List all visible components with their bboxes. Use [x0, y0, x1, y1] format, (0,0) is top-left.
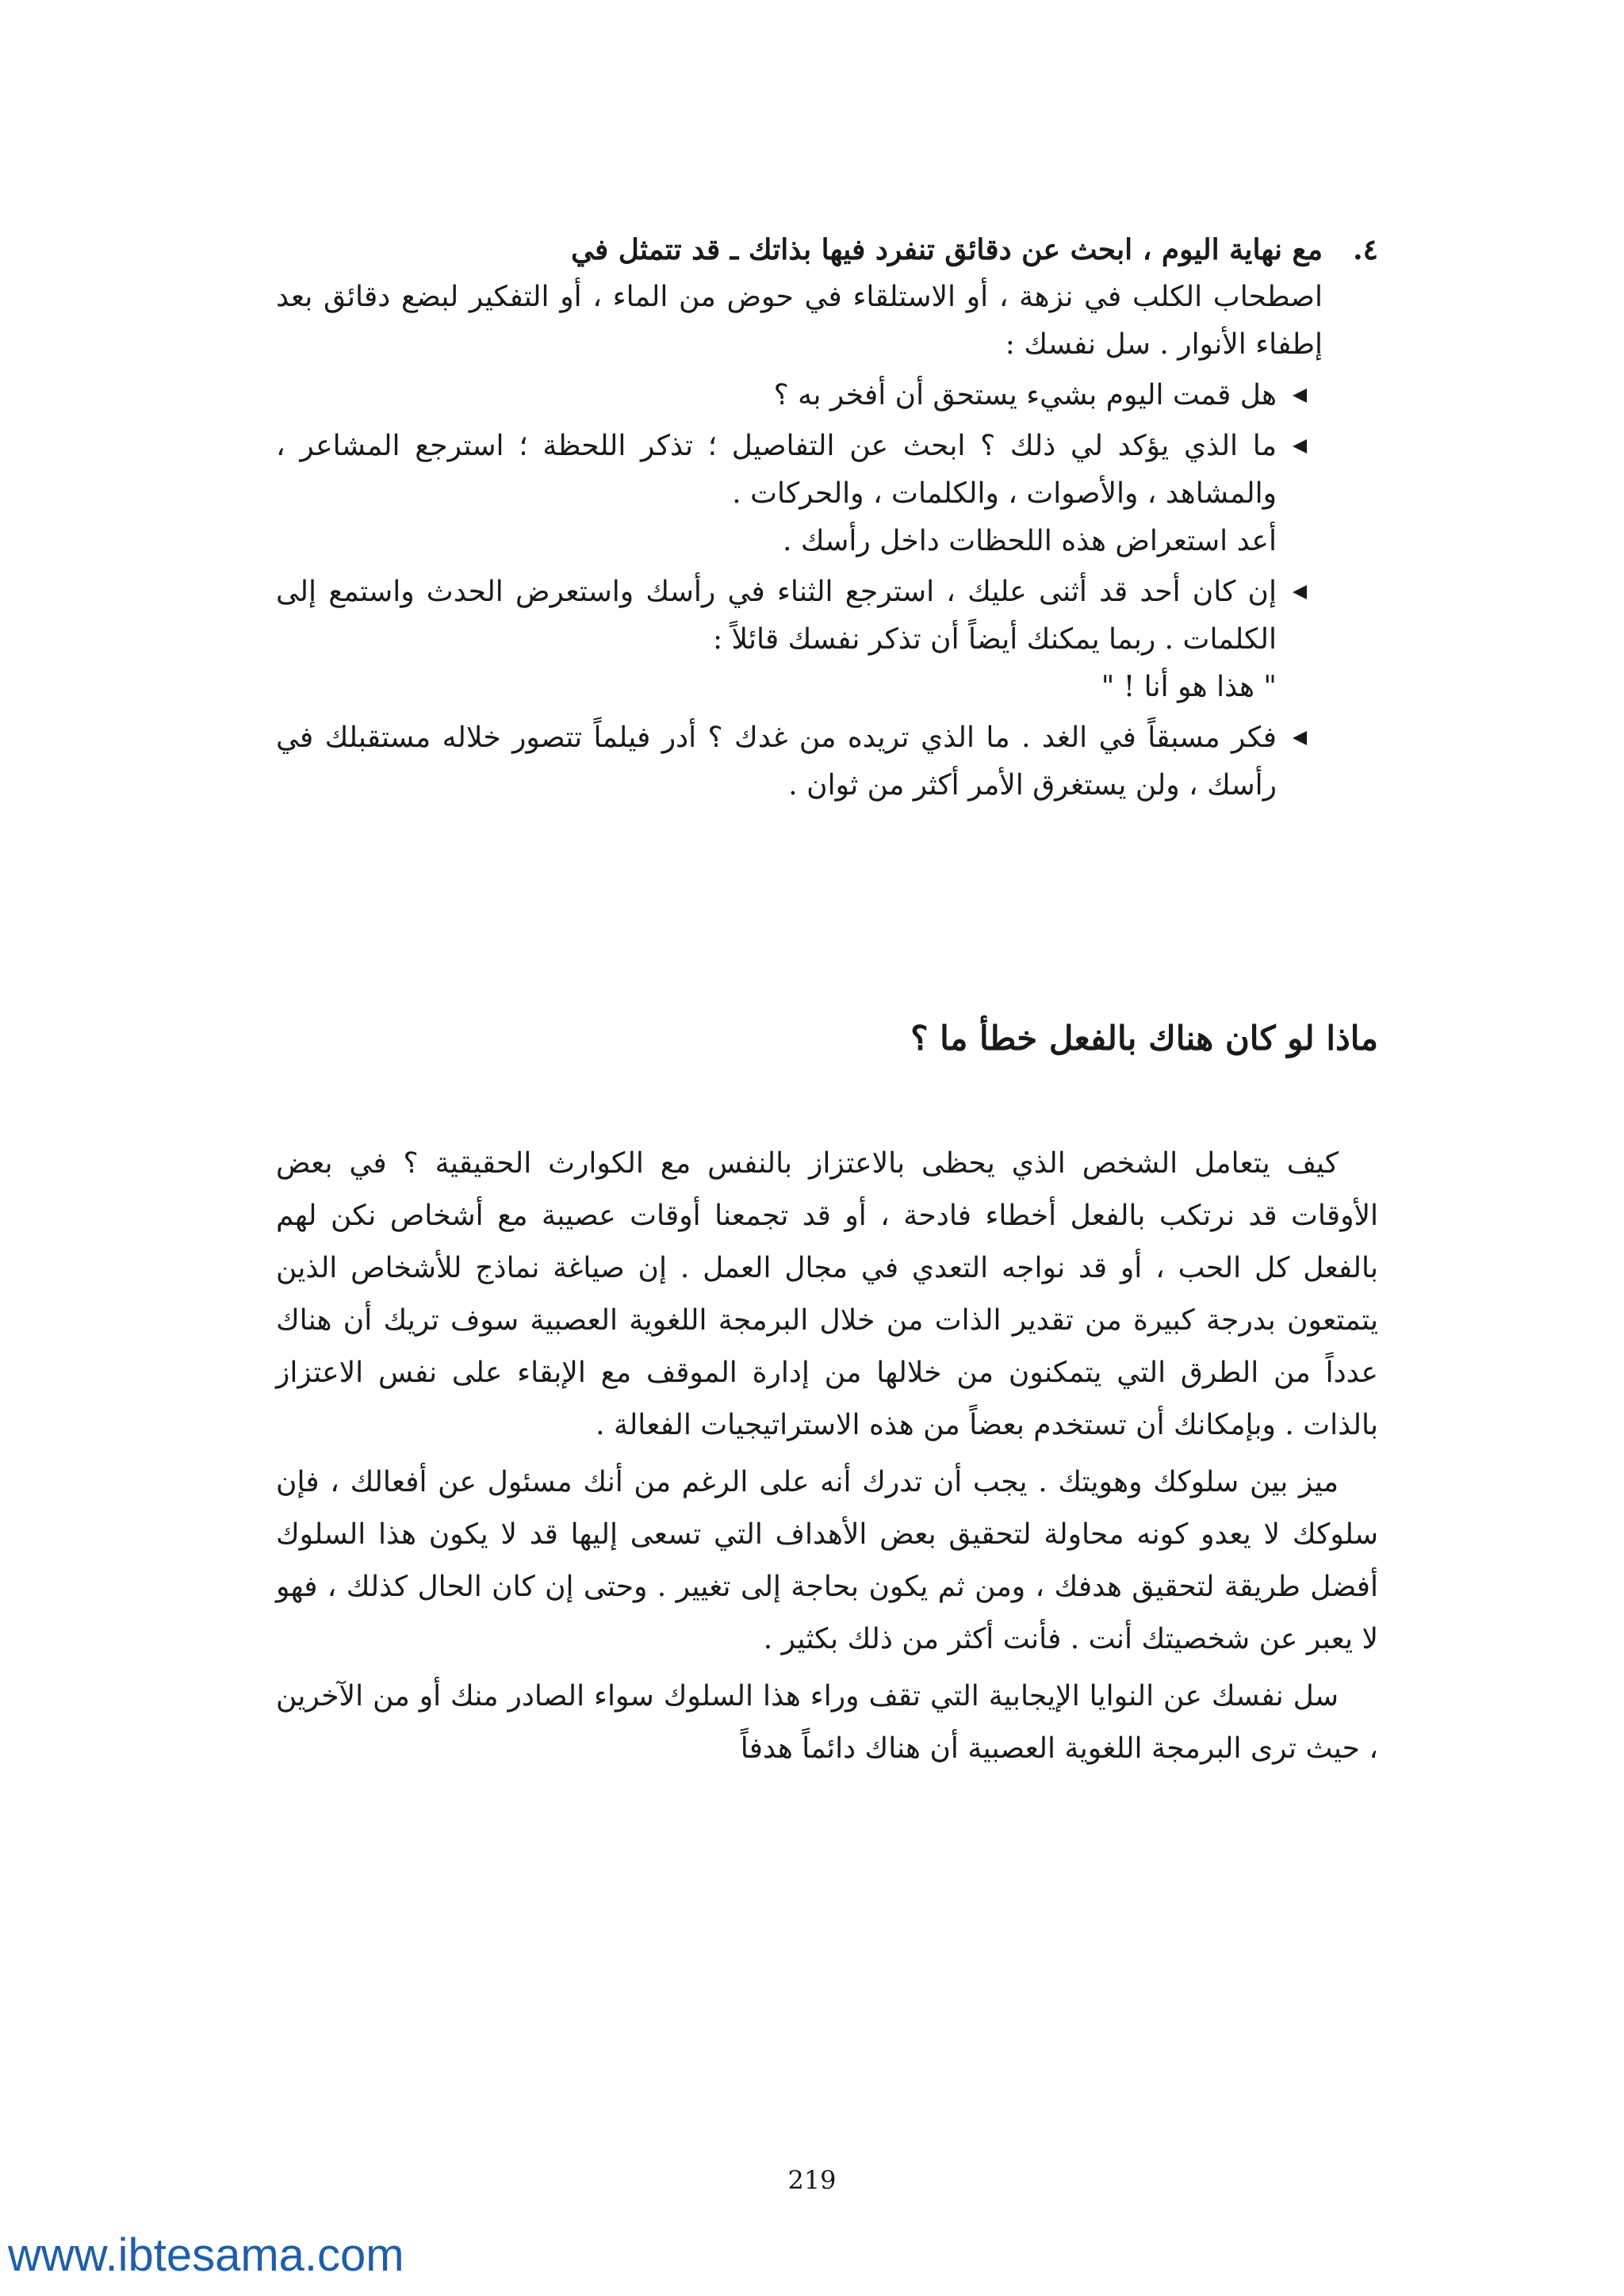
bullet-line: هل قمت اليوم بشيء يستحق أن أفخر به ؟ [773, 379, 1277, 411]
bullet-line: ما الذي يؤكد لي ذلك ؟ ابحث عن التفاصيل ؛ تذكر اللحظة ؛ استرجع المشاعر ، والمشاهد ، والأصوات ، والكلمات ، والحركات . [276, 430, 1277, 510]
bullet-item [276, 423, 1323, 565]
bullet-item [276, 568, 1323, 711]
paragraph: سل نفسك عن النوايا الإيجابية التي تقف وراء هذا السلوك سواء الصادر منك أو من الآخرين ، حيث ترى البرمجة اللغوية العصبية أن هناك دائماً هدفاً [276, 1680, 1378, 1765]
bullet-line: إن كان أحد قد أثنى عليك ، استرجع الثناء في رأسك واستعرض الحدث واستمع إلى الكلمات . ربما يمكنك أيضاً أن تذكر نفسك قائلاً : [276, 576, 1277, 656]
bullet-text [276, 372, 1277, 419]
item-body [276, 274, 1378, 809]
section-body [276, 1138, 1378, 1780]
numbered-item [276, 226, 1378, 813]
triangle-pointer-icon [1277, 568, 1323, 601]
triangle-pointer-icon [1277, 423, 1323, 455]
triangle-pointer-icon [1277, 372, 1323, 404]
bullet-line: فكر مسبقاً في الغد . ما الذي تريده من غدك ؟ أدر فيلماً تتصور خلاله مستقبلك في رأسك ، ولن يستغرق الأمر أكثر من ثوان . [276, 721, 1277, 802]
item-number: ٤. [1353, 233, 1378, 266]
bullet-text [276, 568, 1277, 711]
numbered-item-head [276, 226, 1378, 274]
paragraph: كيف يتعامل الشخص الذي يحظى بالاعتزاز بالنفس مع الكوارث الحقيقية ؟ في بعض الأوقات قد نرتكب بالفعل أخطاء فادحة ، أو قد تجمعنا أوقات عصيبة مع أشخاص نكن لهم بالفعل كل الحب ، أو قد نواجه التعدي في مجال العمل . إن صياغة نماذج للأشخاص الذين يتمتعون بدرجة كبيرة من تقدير الذات من خلال البرمجة اللغوية العصبية سوف تريك أن هناك عدداً من الطرق التي يتمكنون من خلالها من إدارة الموقف مع الإبقاء على نفس الاعتزاز بالذات . وبإمكانك أن تستخدم بعضاً من هذه الاستراتيجيات الفعالة . [276, 1147, 1378, 1441]
triangle-pointer-icon [1277, 714, 1323, 747]
bullet-text [276, 714, 1277, 809]
section-heading: ماذا لو كان هناك بالفعل خطأ ما ؟ [910, 1019, 1378, 1058]
item-lead-text: مع نهاية اليوم ، ابحث عن دقائق تنفرد فيها بذاتك ـ قد تتمثل في [571, 233, 1323, 266]
watermark-url: www.ibtesama.com [8, 2229, 404, 2281]
bullet-item [276, 372, 1323, 419]
bullet-text [276, 423, 1277, 565]
item-body-text: اصطحاب الكلب في نزهة ، أو الاستلقاء في حوض من الماء ، أو التفكير لبضع دقائق بعد إطفاء الأنوار . سل نفسك : [276, 281, 1323, 361]
page-number: 219 [787, 2165, 837, 2195]
bullet-line: أعد استعراض هذه اللحظات داخل رأسك . [783, 525, 1277, 557]
bullet-list [276, 372, 1323, 809]
quote-line: " هذا هو أنا ! " [1101, 671, 1277, 703]
paragraph: ميز بين سلوكك وهويتك . يجب أن تدرك أنه على الرغم من أنك مسئول عن أفعالك ، فإن سلوكك لا يعدو كونه محاولة لتحقيق بعض الأهداف التي تسعى إليها قد لا يكون هذا السلوك أفضل طريقة لتحقيق هدفك ، ومن ثم يكون بحاجة إلى تغيير . وحتى إن كان الحال كذلك ، فهو لا يعبر عن شخصيتك أنت . فأنت أكثر من ذلك بكثير . [276, 1466, 1378, 1655]
bullet-item [276, 714, 1323, 809]
